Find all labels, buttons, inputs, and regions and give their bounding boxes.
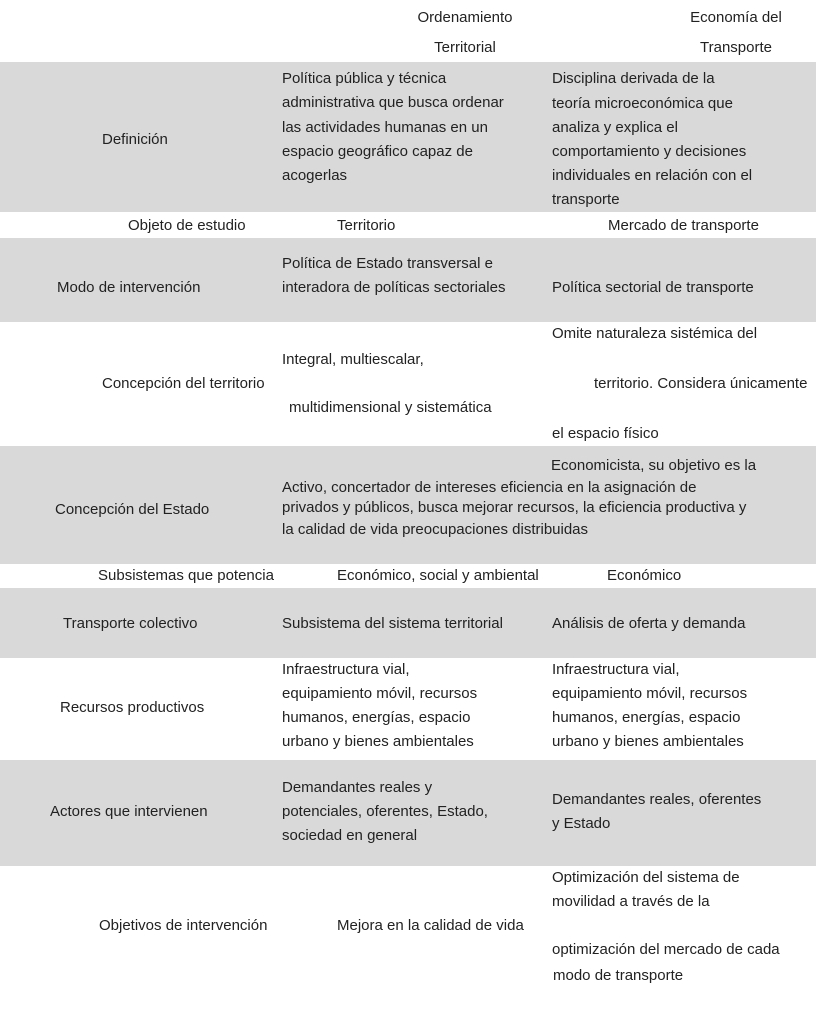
- cell-text: Disciplina derivada de la: [552, 70, 715, 87]
- cell-text: Mercado de transporte: [608, 217, 759, 234]
- row-label: Objeto de estudio: [128, 217, 246, 234]
- cell-text: Económico, social y ambiental: [337, 567, 539, 584]
- cell-text: administrativa que busca ordenar: [282, 94, 504, 111]
- header-col3: Transporte: [700, 39, 772, 56]
- cell-text: transporte: [552, 191, 620, 208]
- cell-text: interadora de políticas sectoriales: [282, 279, 506, 296]
- row-label: Concepción del Estado: [55, 501, 210, 518]
- cell-text: comportamiento y decisiones: [552, 143, 747, 160]
- cell-text: urbano y bienes ambientales: [282, 733, 474, 750]
- header-col2: Ordenamiento: [417, 9, 513, 26]
- cell-text: Economicista, su objetivo es la: [551, 457, 757, 474]
- cell-text: multidimensional y sistemática: [289, 399, 492, 416]
- cell-text: humanos, energías, espacio: [552, 709, 741, 726]
- cell-text: el espacio físico: [552, 425, 659, 442]
- cell-text: Política pública y técnica: [282, 70, 447, 87]
- row-label: Transporte colectivo: [63, 615, 198, 632]
- cell-text: privados y públicos, busca mejorar recursos, la eficiencia productiva y: [282, 499, 747, 516]
- cell-text: las actividades humanas en un: [282, 119, 488, 136]
- cell-text: Omite naturaleza sistémica del: [552, 325, 758, 342]
- cell-text: individuales en relación con el: [552, 167, 753, 184]
- cell-text: Política sectorial de transporte: [552, 279, 754, 296]
- cell-text: Integral, multiescalar,: [282, 351, 424, 368]
- row-label: Definición: [102, 131, 168, 148]
- header-col3: Economía del: [690, 9, 782, 26]
- cell-text: Política de Estado transversal e: [282, 255, 493, 272]
- cell-text: analiza y explica el: [552, 119, 678, 136]
- cell-text: Análisis de oferta y demanda: [552, 615, 746, 632]
- cell-text: territorio. Considera únicamente: [594, 375, 808, 392]
- cell-text: y Estado: [552, 815, 611, 832]
- cell-text: la calidad de vida preocupaciones distribuidas: [282, 521, 589, 538]
- row-label: Actores que intervienen: [50, 803, 208, 820]
- cell-text: Económico: [607, 567, 682, 584]
- row-label: Objetivos de intervención: [99, 917, 268, 934]
- cell-text: Demandantes reales, oferentes: [552, 791, 762, 808]
- cell-text: Demandantes reales y: [282, 779, 433, 796]
- row-label: Modo de intervención: [57, 279, 201, 296]
- cell-text: equipamiento móvil, recursos: [282, 685, 478, 702]
- cell-text: Territorio: [337, 217, 396, 234]
- cell-text: espacio geográfico capaz de: [282, 143, 473, 160]
- row-label: Concepción del territorio: [102, 375, 265, 392]
- row-label: Subsistemas que potencia: [98, 567, 274, 584]
- cell-text: potenciales, oferentes, Estado,: [282, 803, 488, 820]
- cell-text: acogerlas: [282, 167, 348, 184]
- cell-text: optimización del mercado de cada: [552, 941, 780, 958]
- cell-text: Mejora en la calidad de vida: [337, 917, 524, 934]
- cell-text: urbano y bienes ambientales: [552, 733, 744, 750]
- cell-text: modo de transporte: [553, 967, 684, 984]
- cell-text: humanos, energías, espacio: [282, 709, 471, 726]
- cell-text: Infraestructura vial,: [282, 661, 410, 678]
- cell-text: sociedad en general: [282, 827, 418, 844]
- row-label: Recursos productivos: [60, 699, 205, 716]
- cell-text: Optimización del sistema de: [552, 869, 740, 886]
- cell-text: teoría microeconómica que: [552, 95, 733, 112]
- header-col2: Territorial: [434, 39, 496, 56]
- cell-text: Subsistema del sistema territorial: [282, 615, 503, 632]
- cell-text: movilidad a través de la: [552, 893, 710, 910]
- cell-text: Infraestructura vial,: [552, 661, 680, 678]
- cell-text: equipamiento móvil, recursos: [552, 685, 748, 702]
- cell-text: Activo, concertador de intereses eficiencia en la asignación de: [282, 479, 697, 496]
